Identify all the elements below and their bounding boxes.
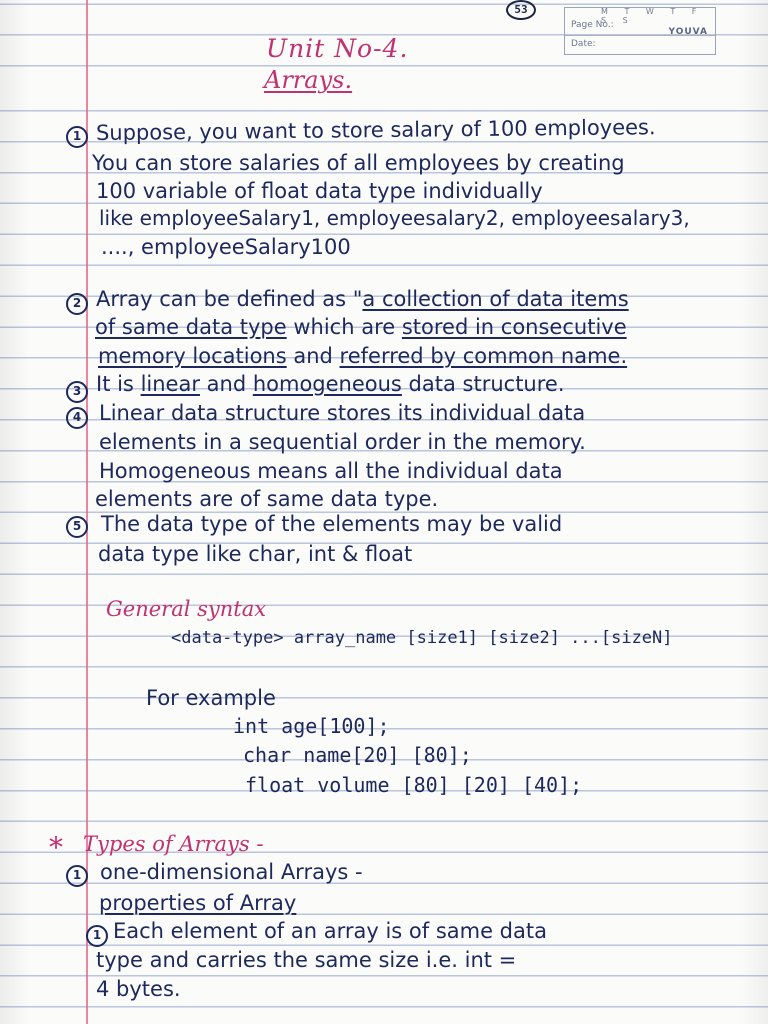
point-1-line-4: like employeeSalary1, employeesalary2, employeesalary3,: [99, 206, 690, 230]
property-1-line-1: Each element of an array is of same data: [113, 919, 547, 943]
point-3-middle: and: [199, 372, 253, 396]
properties-heading: properties of Array: [99, 891, 297, 915]
page-number: 53: [506, 0, 536, 20]
point-4-line-1: Linear data structure stores its individual data: [99, 401, 586, 425]
point-4-line-3: Homogeneous means all the individual data: [99, 459, 563, 483]
point-2-line-2: [95, 315, 627, 339]
point-2-number: 2: [66, 293, 88, 315]
point-4-number: 4: [66, 407, 88, 429]
example-char-name: char name[20] [80];: [243, 743, 472, 767]
point-5-number: 5: [66, 516, 88, 538]
example-int-age: int age[100];: [233, 714, 390, 738]
date-label: Date:: [571, 39, 596, 49]
type-1-number: 1: [66, 865, 88, 887]
point-2-line-1: [96, 287, 629, 311]
point-3-number: 3: [66, 381, 88, 403]
point-2-line-3-middle: and: [286, 344, 340, 368]
one-dimensional-arrays-heading: one-dimensional Arrays -: [100, 860, 363, 884]
memory-locations-underlined: memory locations: [98, 344, 287, 368]
point-1-line-1: Suppose, you want to store salary of 100 employees.: [95, 115, 656, 145]
point-1-line-3: 100 variable of float data type individually: [96, 179, 543, 203]
page-header-box: [564, 7, 716, 55]
homogeneous-underlined: homogeneous: [252, 372, 402, 396]
page-no-label: Page No.:: [571, 20, 614, 30]
point-3-line: [96, 372, 565, 396]
point-2-line-3: [98, 344, 627, 368]
types-of-arrays-heading: Types of Arrays -: [83, 832, 264, 856]
general-syntax-heading: General syntax: [106, 597, 267, 621]
example-float-volume: float volume [80] [20] [40];: [245, 773, 583, 797]
point-4-line-4: elements are of same data type.: [95, 487, 439, 511]
weekday-strip: M T W T F S S: [601, 7, 704, 25]
referred-common-name-underlined: referred by common name.: [339, 344, 628, 368]
example-heading: For example: [146, 686, 276, 710]
point-1-number: 1: [66, 126, 88, 148]
point-2-line-2-middle: which are: [286, 315, 402, 339]
page-title: Unit No-4.: [266, 34, 409, 63]
linear-underlined: linear: [140, 372, 200, 396]
point-4-line-2: elements in a sequential order in the memory.: [99, 430, 586, 454]
page-subtitle: Arrays.: [264, 66, 353, 94]
point-1-line-5: ...., employeeSalary100: [101, 235, 351, 259]
property-1-line-3: 4 bytes.: [96, 977, 181, 1001]
types-star: *: [49, 831, 63, 864]
stored-consecutive-underlined: stored in consecutive: [401, 315, 627, 339]
point-1-line-2: You can store salaries of all employees by creating: [92, 151, 625, 175]
property-1-number: 1: [86, 925, 108, 947]
syntax-code: <data-type> array_name [size1] [size2] ...[sizeN]: [171, 628, 673, 648]
point-2-line-1-prefix: Array can be defined as ": [96, 287, 363, 311]
same-data-type-underlined: of same data type: [95, 315, 287, 339]
point-5-line-2: data type like char, int & float: [98, 542, 413, 566]
property-1-line-2: type and carries the same size i.e. int =: [96, 948, 517, 972]
point-2-definition-underlined: a collection of data items: [362, 287, 629, 311]
point-3-prefix: It is: [96, 372, 141, 396]
point-3-suffix: data structure.: [401, 372, 565, 396]
point-5-line-1: The data type of the elements may be valid: [101, 512, 563, 536]
brand-label: YOUVA: [668, 27, 708, 37]
